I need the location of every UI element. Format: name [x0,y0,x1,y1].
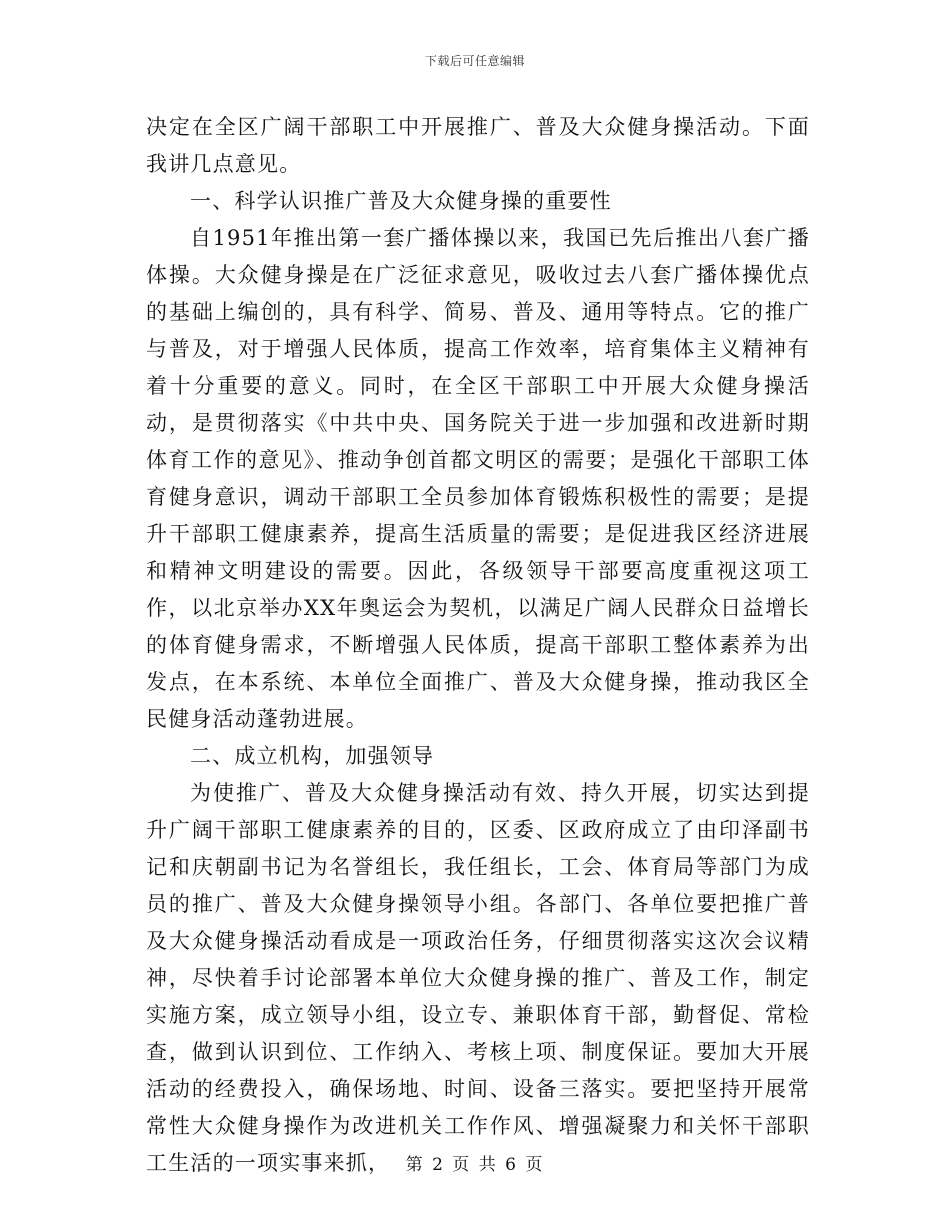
section-heading-1: 一、科学认识推广普及大众健身操的重要性 [190,189,612,213]
document-body [146,109,810,1182]
paragraph-3: 为使推广、普及大众健身操活动有效、持久开展，切实达到提升广阔干部职工健康素养的目的，区委、区政府成立了由印泽副书记和庆朝副书记为名誉组长，我任组长，工会、体育局等部门为成员的推广、普及大众健身操领导小组。各部门、各单位要把推广普及大众健身操活动看成是一项政治任务，仔细贯彻落实这次会议精神，尽快着手讨论部署本单位大众健身操的推广、普及工作，制定实施方案，成立领导小组，设立专、兼职体育干部，勤督促、常检查，做到认识到位、工作纳入、考核上项、制度保证。要加大开展活动的经费投入，确保场地、时间、设备三落实。要把坚持开展常常性大众健身操作为改进机关工作作风、增强凝聚力和关怀干部职工生活的一项实事来抓， [146,781,810,1175]
page-number-footer: 第 2 页 共 6 页 [405,1155,545,1175]
page-header-note: 下载后可任意编辑 [424,54,525,68]
paragraph-2: 自1951年推出第一套广播体操以来，我国已先后推出八套广播体操。大众健身操是在广泛征求意见，吸收过去八套广播体操优点的基础上编创的，具有科学、简易、普及、通用等特点。它的推广与普及，对于增强人民体质，提高工作效率，培育集体主义精神有着十分重要的意义。同时，在全区干部职工中开展大众健身操活动，是贯彻落实《中共中央、国务院关于进一步加强和改进新时期体育工作的意见》、推动争创首都文明区的需要；是强化干部职工体育健身意识，调动干部职工全员参加体育锻炼积极性的需要；是提升干部职工健康素养，提高生活质量的需要；是促进我区经济进展和精神文明建设的需要。因此，各级领导干部要高度重视这项工作，以北京举办XX年奥运会为契机，以满足广阔人民群众日益增长的体育健身需求，不断增强人民体质，提高干部职工整体素养为出发点，在本系统、本单位全面推广、普及大众健身操，推动我区全民健身活动蓬勃进展。 [146,226,810,731]
paragraph-1: 决定在全区广阔干部职工中开展推广、普及大众健身操活动。下面我讲几点意见。 [146,115,810,176]
section-heading-2: 二、成立机构，加强领导 [190,744,435,768]
